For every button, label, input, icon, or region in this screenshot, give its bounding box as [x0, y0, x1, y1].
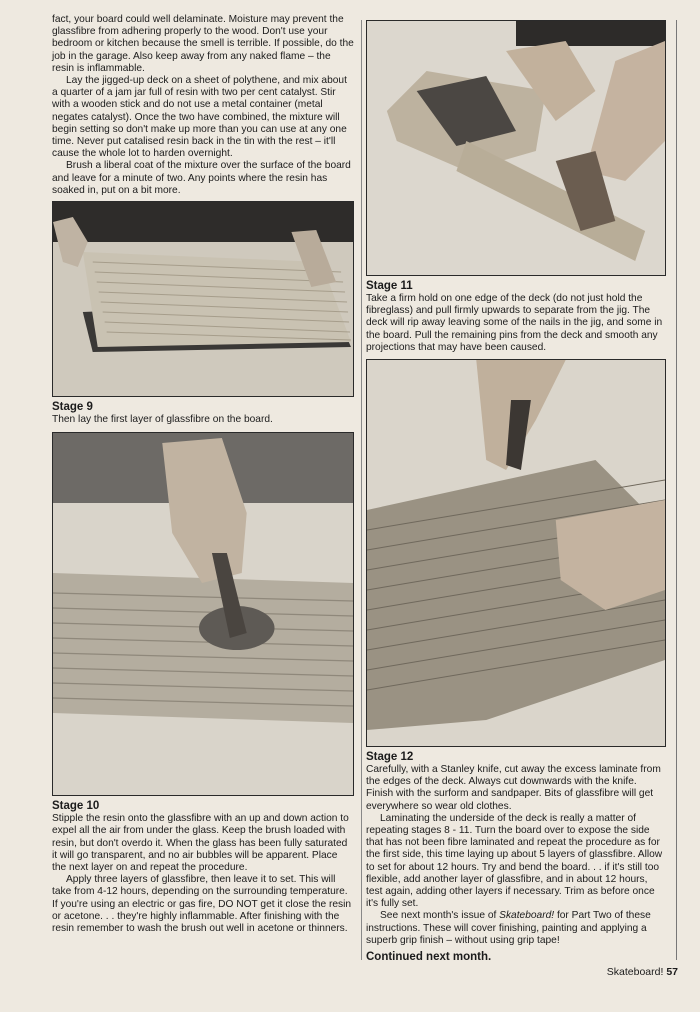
stage12-title: Stage 12 — [366, 751, 414, 764]
stage10-photo — [52, 432, 354, 796]
column-divider — [361, 20, 362, 960]
page-footer — [607, 966, 678, 978]
stage9-text: Then lay the first layer of glassfibre on the board. — [52, 414, 273, 426]
intro-paragraph-1: fact, your board could well delaminate. Moisture may prevent the glassfibre from adhering properly to the wood. Don't use your bedroom or kitchen because the smell is terrible. If possible, do the job in the garage. Also keep away from any naked flame – the resin is inflammable. — [52, 14, 354, 74]
stage10-paragraph-1: Stipple the resin onto the glassfibre with an up and down action to expel all the air from under the glass. Keep the brush loaded with resin, but don't overdo it. When the glass has been fully saturated it will go transparent, and no air bubbles will be apparent. Place the next layer on and repeat the procedure. — [52, 813, 349, 874]
stage9-photo — [52, 201, 354, 397]
next-issue-text-end: for Part Two of these instructions. These will cover finishing, painting and applying a superb grip finish – without using grip tape! — [366, 910, 651, 946]
stage12-paragraph-1: Carefully, with a Stanley knife, cut away the excess laminate from the edges of the deck. Always cut downwards with the knife. Finish with the surform and sandpaper. Bits of glassfibre will get everywhere so wear old clothes. — [366, 764, 661, 812]
intro-paragraph-3: Brush a liberal coat of the mixture over the surface of the board and leave for a minute of two. Any points where the resin has soaked in, put on a bit more. — [52, 160, 351, 196]
stage10-paragraph-2: Apply three layers of glassfibre, then leave it to set. This will take from 4-12 hours, depending on the surrounding temperature. If you're using an electric or gas fire, DO NOT get it close the resin or acetone. . . they're highly inflammable. After finishing with the resin remember to wash the brush out well in acetone or thinners. — [52, 874, 352, 935]
page-number: 57 — [666, 966, 678, 978]
left-column — [52, 14, 354, 935]
stage9-title: Stage 9 — [52, 401, 93, 414]
page-edge-rule — [676, 20, 677, 960]
continued-notice: Continued next month. — [366, 951, 492, 964]
intro-paragraph-2: Lay the jigged-up deck on a sheet of polythene, and mix about a quarter of a jam jar full of resin with two per cent catalyst. Stir with a wooden stick and do not use a metal container (metal negates catalyst). Once the two have combined, the mixture will begin setting so don't make up more than you can use at any one time. Never put catalised resin back in the tin with the rest – it'll cause the whole lot to harden overnight. — [52, 75, 347, 160]
stage12-paragraph-2: Laminating the underside of the deck is really a matter of repeating stages 8 - 11. Turn the board over to expose the side that has not been fibre laminated and repeat the procedure as for the first side, this time laying up about 5 layers of glassfibre. Allow to set for about 12 hours. Try and bend the board. . . if it's still too flexible, add another layer of glassfibre, and in about 12 hours, test again, adding other layers if necessary. Trim as before once it's fully set. — [366, 812, 663, 910]
right-column — [366, 20, 666, 963]
footer-magazine-name: Skateboard! — [606, 966, 664, 978]
stage10-title: Stage 10 — [52, 800, 100, 813]
magazine-name: Skateboard! — [499, 910, 555, 922]
stage11-photo — [366, 20, 666, 276]
stage11-title: Stage 11 — [366, 280, 413, 292]
stage11-text: Take a firm hold on one edge of the deck (do not just hold the fibreglass) and pull firmly upwards to separate from the jig. The deck will rip away leaving some of the nails in the jig, and some in the board. Pull the remaining pins from the deck and smooth any projections that may have been caused. — [366, 293, 663, 353]
next-issue-text-start: See next month's issue of — [380, 910, 500, 922]
stage12-paragraph-3 — [366, 910, 666, 947]
stage12-photo — [366, 359, 666, 747]
